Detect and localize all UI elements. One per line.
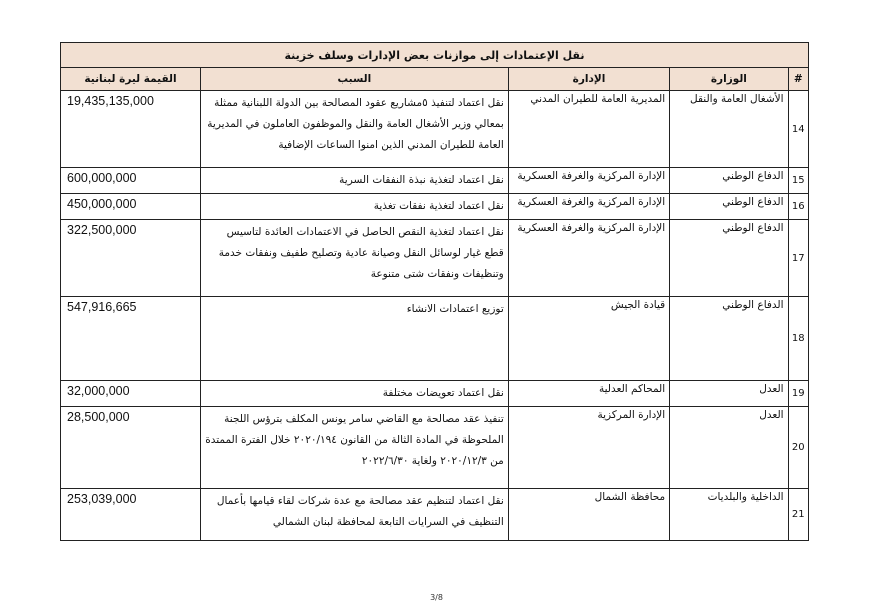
reason-cell: نقل اعتماد لتغذية النقص الحاصل في الاعتمادات العائدة لتاسيس قطع غيار لوسائل النقل وصيانة عادية وتصليح طفيف ونفقات خدمة وتنظيفات ونفقات شتى متنوعة — [200, 220, 508, 297]
value-cell: 322,500,000 — [61, 220, 201, 297]
ministry-cell: الدفاع الوطني — [670, 194, 788, 220]
table-row — [61, 297, 809, 381]
ministry-cell: العدل — [670, 381, 788, 407]
row-number: 21 — [788, 489, 808, 541]
table-row — [61, 489, 809, 541]
table-row — [61, 220, 809, 297]
page-number: 3/8 — [430, 593, 443, 602]
header-num: # — [788, 68, 808, 91]
row-number: 16 — [788, 194, 808, 220]
row-number: 20 — [788, 407, 808, 489]
ministry-cell: الأشغال العامة والنقل — [670, 91, 788, 168]
ministry-cell: الداخلية والبلديات — [670, 489, 788, 541]
ministry-cell: الدفاع الوطني — [670, 220, 788, 297]
department-cell: الإدارة المركزية والغرفة العسكرية — [508, 168, 669, 194]
reason-cell: نقل اعتماد لتغذية نفقات تغذية — [200, 194, 508, 220]
header-reason: السبب — [200, 68, 508, 91]
header-value: القيمة ليرة لبنانية — [61, 68, 201, 91]
reason-cell: نقل اعتماد تعويضات مختلفة — [200, 381, 508, 407]
table-row — [61, 407, 809, 489]
value-cell: 28,500,000 — [61, 407, 201, 489]
department-cell: الإدارة المركزية والغرفة العسكرية — [508, 194, 669, 220]
department-cell: المحاكم العدلية — [508, 381, 669, 407]
row-number: 18 — [788, 297, 808, 381]
reason-cell: تنفيذ عقد مصالحة مع القاضي سامر يونس المكلف بترؤس اللجنة الملحوظة في المادة الثالة من القانون ٢٠٢٠/١٩٤ خلال الفترة الممتدة من ٢٠٢٠/١٢/٣ ولغاية ٢٠٢٢/٦/٣٠ — [200, 407, 508, 489]
table-row — [61, 168, 809, 194]
table-row — [61, 91, 809, 168]
value-cell: 547,916,665 — [61, 297, 201, 381]
department-cell: الإدارة المركزية — [508, 407, 669, 489]
header-row — [61, 68, 809, 91]
value-cell: 32,000,000 — [61, 381, 201, 407]
header-department: الإدارة — [508, 68, 669, 91]
header-ministry: الوزارة — [670, 68, 788, 91]
department-cell: المديرية العامة للطيران المدني — [508, 91, 669, 168]
ministry-cell: العدل — [670, 407, 788, 489]
department-cell: الإدارة المركزية والغرفة العسكرية — [508, 220, 669, 297]
reason-cell: توزيع اعتمادات الانشاء — [200, 297, 508, 381]
table-title: نقل الإعتمادات إلى موازنات بعض الإدارات وسلف خزينة — [61, 43, 809, 68]
row-number: 17 — [788, 220, 808, 297]
appropriations-table — [60, 42, 809, 541]
row-number: 19 — [788, 381, 808, 407]
table-row — [61, 381, 809, 407]
reason-cell: نقل اعتماد لتنظيم عقد مصالحة مع عدة شركات لقاء قيامها بأعمال التنظيف في السرايات التابعة لمحافظة لبنان الشمالي — [200, 489, 508, 541]
value-cell: 450,000,000 — [61, 194, 201, 220]
table-row — [61, 194, 809, 220]
department-cell: محافظة الشمال — [508, 489, 669, 541]
row-number: 14 — [788, 91, 808, 168]
value-cell: 19,435,135,000 — [61, 91, 201, 168]
reason-cell: نقل اعتماد لتغذية نبذة النفقات السرية — [200, 168, 508, 194]
row-number: 15 — [788, 168, 808, 194]
reason-cell: نقل اعتماد لتنفيذ ٥مشاريع عقود المصالحة بين الدولة اللبنانية ممثلة بمعالي وزير الأشغال العامة والنقل والموظفون العاملون في المديرية العامة للطيران المدني الذين امنوا الساعات الإضافية — [200, 91, 508, 168]
value-cell: 253,039,000 — [61, 489, 201, 541]
ministry-cell: الدفاع الوطني — [670, 168, 788, 194]
value-cell: 600,000,000 — [61, 168, 201, 194]
department-cell: قيادة الجيش — [508, 297, 669, 381]
ministry-cell: الدفاع الوطني — [670, 297, 788, 381]
